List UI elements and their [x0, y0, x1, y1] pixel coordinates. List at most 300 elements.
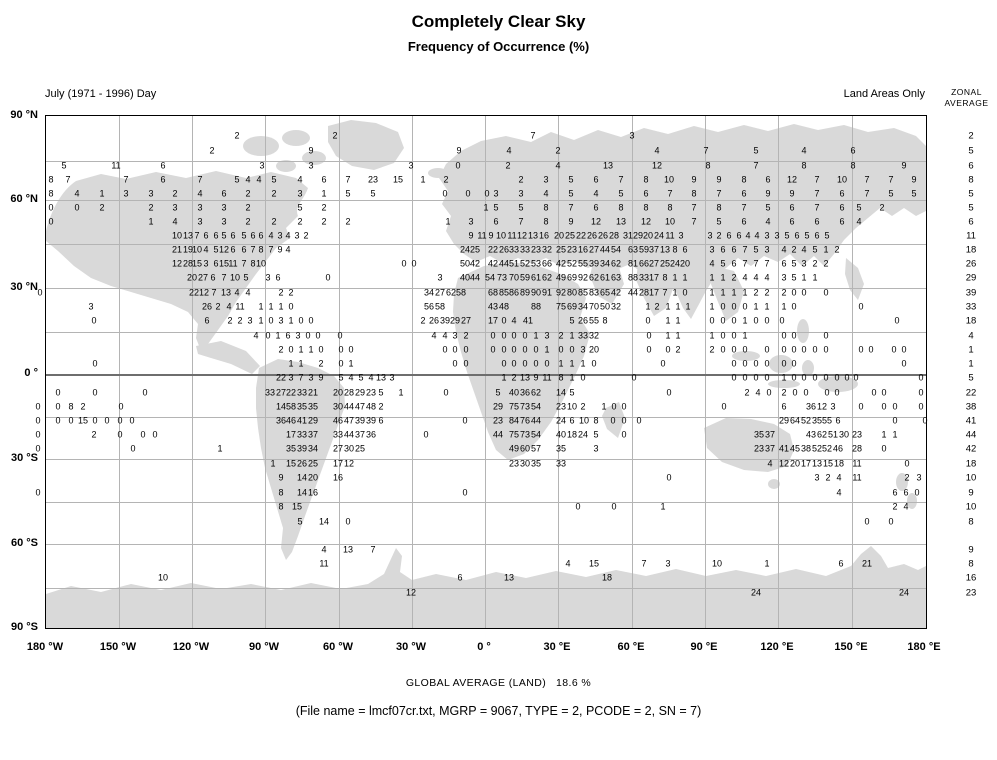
grid-value: 2 — [332, 130, 338, 141]
grid-value: 42 — [610, 287, 622, 298]
grid-value: 1 — [660, 501, 666, 512]
grid-value: 0 — [766, 387, 772, 398]
grid-value: 4 — [903, 501, 909, 512]
grid-value: 1 — [781, 372, 787, 383]
grid-value: 2 — [245, 202, 251, 213]
parallel-gridline — [46, 161, 926, 162]
grid-value: 44 — [627, 287, 639, 298]
grid-value: 76 — [519, 415, 531, 426]
grid-value: 55 — [821, 415, 833, 426]
grid-value: 60 — [519, 443, 531, 454]
grid-value: 14 — [275, 401, 287, 412]
grid-value: 7 — [741, 202, 747, 213]
grid-value: 0 — [337, 330, 343, 341]
grid-value: 1 — [682, 272, 688, 283]
grid-value: 0 — [858, 401, 864, 412]
grid-value: 0 — [791, 287, 797, 298]
grid-value: 6 — [643, 188, 649, 199]
grid-value: 15 — [588, 558, 600, 569]
grid-value: 7 — [667, 188, 673, 199]
grid-value: 0 — [443, 387, 449, 398]
grid-value: 8 — [543, 216, 549, 227]
longitude-tick-label: 0 ° — [477, 641, 491, 653]
grid-value: 0 — [544, 358, 550, 369]
grid-value: 89 — [519, 287, 531, 298]
grid-value: 12 — [590, 216, 602, 227]
grid-value: 24 — [555, 415, 567, 426]
grid-value: 56 — [423, 301, 435, 312]
grid-value: 9 — [901, 160, 907, 171]
grid-value: 4 — [268, 230, 274, 241]
grid-value: 23 — [566, 244, 578, 255]
japan-shape — [845, 258, 864, 300]
grid-value: 20 — [789, 458, 801, 469]
grid-value: 37 — [764, 443, 776, 454]
grid-value: 26 — [577, 315, 589, 326]
grid-value: 0 — [621, 415, 627, 426]
grid-value: 2 — [99, 202, 105, 213]
grid-value: 4 — [565, 558, 571, 569]
grid-value: 12 — [651, 160, 663, 171]
grid-value: 11 — [235, 301, 245, 312]
grid-value: 23 — [555, 401, 567, 412]
grid-value: 54 — [530, 429, 542, 440]
grid-value: 0 — [118, 401, 124, 412]
grid-value: 24 — [898, 587, 910, 598]
grid-value: 10 — [664, 216, 676, 227]
zonal-average-value: 33 — [965, 301, 977, 313]
latitude-tick-label: 90 °N — [10, 109, 38, 121]
grid-value: 6 — [789, 202, 795, 213]
zonal-average-value: 10 — [965, 472, 977, 484]
grid-value: 0 — [48, 202, 54, 213]
grid-value: 0 — [731, 344, 737, 355]
grid-value: 25 — [555, 244, 567, 255]
grid-value: 48 — [498, 301, 510, 312]
grid-value: 7 — [298, 372, 304, 383]
grid-value: 85 — [498, 287, 510, 298]
grid-value: 7 — [691, 202, 697, 213]
grid-value: 5 — [791, 258, 797, 269]
grid-value: 1 — [544, 344, 550, 355]
grid-value: 0 — [792, 387, 798, 398]
parallel-gridline — [46, 502, 926, 503]
grid-value: 28 — [608, 230, 620, 241]
grid-value: 33 — [555, 458, 567, 469]
grid-value: 12 — [786, 174, 798, 185]
grid-value: 4 — [234, 287, 240, 298]
grid-value: 0 — [803, 387, 809, 398]
grid-value: 3 — [709, 244, 715, 255]
grid-value: 48 — [365, 401, 377, 412]
grid-value: 0 — [511, 344, 517, 355]
grid-value: 34 — [599, 258, 611, 269]
grid-value: 3 — [197, 216, 203, 227]
grid-value: 3 — [308, 160, 314, 171]
grid-value: 0 — [791, 358, 797, 369]
grid-value: 5 — [716, 216, 722, 227]
grid-value: 7 — [345, 174, 351, 185]
grid-value: 12 — [218, 244, 230, 255]
grid-value: 0 — [764, 358, 770, 369]
grid-value: 0 — [801, 344, 807, 355]
grid-value: 5 — [812, 244, 818, 255]
grid-value: 2 — [558, 330, 564, 341]
zonal-average-value: 9 — [968, 487, 974, 499]
grid-value: 0 — [834, 372, 840, 383]
grid-value: 6 — [593, 202, 599, 213]
grid-value: 0 — [55, 401, 61, 412]
grid-value: 4 — [348, 372, 354, 383]
grid-value: 0 — [666, 387, 672, 398]
grid-value: 28 — [182, 258, 194, 269]
grid-value: 5 — [241, 230, 247, 241]
grid-value: 0 — [92, 415, 98, 426]
grid-value: 7 — [194, 230, 200, 241]
grid-value: 6 — [204, 315, 210, 326]
grid-value: 4 — [767, 458, 773, 469]
grid-value: 58 — [285, 401, 297, 412]
grid-value: 9 — [468, 230, 474, 241]
grid-value: 2 — [303, 230, 309, 241]
grid-value: 1 — [675, 301, 681, 312]
grid-value: 3 — [916, 472, 922, 483]
grid-value: 0 — [709, 315, 715, 326]
grid-value: 54 — [484, 272, 496, 283]
grid-value: 41 — [778, 443, 790, 454]
grid-value: 4 — [256, 174, 262, 185]
file-caption: (File name = lmcf07cr.txt, MGRP = 9067, TYPE = 2, PCODE = 2, SN = 7) — [295, 704, 702, 718]
grid-value: 2 — [297, 216, 303, 227]
grid-value: 5 — [378, 387, 384, 398]
grid-value: 32 — [588, 330, 600, 341]
grid-value: 7 — [268, 244, 274, 255]
grid-value: 1 — [709, 272, 715, 283]
grid-value: 13 — [659, 244, 671, 255]
grid-value: 32 — [610, 301, 622, 312]
zonal-average-header — [936, 87, 997, 109]
zonal-average-value: 26 — [965, 258, 977, 270]
longitude-tick-label: 90 °W — [248, 641, 280, 653]
meridian-gridline — [412, 116, 413, 628]
parallel-gridline — [46, 544, 926, 545]
grid-value: 9 — [789, 188, 795, 199]
grid-value: 0 — [753, 358, 759, 369]
grid-value: 0 — [318, 344, 324, 355]
grid-value: 51 — [508, 258, 520, 269]
grid-value: 7 — [568, 202, 574, 213]
grid-value: 14 — [318, 516, 330, 527]
grid-value: 2 — [278, 287, 284, 298]
grid-value: 2 — [505, 160, 511, 171]
grid-value: 54 — [530, 401, 542, 412]
grid-value: 1 — [569, 372, 575, 383]
grid-value: 1 — [308, 344, 314, 355]
grid-value: 5 — [213, 244, 219, 255]
grid-value: 42 — [487, 258, 499, 269]
zonal-average-value: 5 — [968, 372, 974, 384]
grid-value: 12 — [816, 401, 828, 412]
grid-value: 8 — [716, 202, 722, 213]
grid-value: 1 — [665, 315, 671, 326]
grid-value: 2 — [148, 202, 154, 213]
zonal-average-value: 8 — [968, 558, 974, 570]
grid-value: 36 — [805, 401, 817, 412]
grid-value: 5 — [911, 188, 917, 199]
grid-value: 4 — [506, 145, 512, 156]
grid-value: 66 — [541, 258, 553, 269]
grid-value: 57 — [530, 443, 542, 454]
grid-value: 63 — [610, 272, 622, 283]
zonal-average-value: 29 — [965, 272, 977, 284]
grid-value: 3 — [764, 230, 770, 241]
grid-value: 8 — [672, 244, 678, 255]
grid-value: 9 — [488, 230, 494, 241]
grid-value: 42 — [555, 258, 567, 269]
grid-value: 0 — [288, 301, 294, 312]
grid-value: 21 — [861, 558, 873, 569]
grid-value: 0 — [288, 344, 294, 355]
grid-value: 0 — [731, 358, 737, 369]
meridian-gridline — [117, 116, 123, 628]
grid-value: 55 — [577, 258, 589, 269]
grid-value: 0 — [490, 330, 496, 341]
grid-value: 6 — [321, 174, 327, 185]
grid-value: 3 — [437, 272, 443, 283]
grid-value: 4 — [321, 544, 327, 555]
grid-value: 40 — [555, 429, 567, 440]
grid-value: 23 — [492, 415, 504, 426]
grid-value: 13 — [342, 544, 354, 555]
zonal-average-value: 2 — [968, 130, 974, 142]
grid-value: 84 — [508, 415, 520, 426]
grid-value: 0 — [117, 415, 123, 426]
grid-value: 26 — [201, 301, 213, 312]
grid-value: 1 — [398, 387, 404, 398]
grid-value: 0 — [823, 330, 829, 341]
grid-value: 4 — [431, 330, 437, 341]
grid-value: 0 — [914, 487, 920, 498]
grid-value: 39 — [588, 258, 600, 269]
grid-value: 75 — [508, 429, 520, 440]
grid-value: 3 — [801, 258, 807, 269]
grid-value: 3 — [389, 372, 395, 383]
grid-value: 3 — [259, 160, 265, 171]
grid-value: 0 — [130, 443, 136, 454]
grid-value: 13 — [615, 216, 627, 227]
grid-value: 0 — [731, 301, 737, 312]
grid-value: 1 — [275, 330, 281, 341]
grid-value: 6 — [213, 230, 219, 241]
grid-value: 1 — [483, 202, 489, 213]
grid-value: 30 — [332, 401, 344, 412]
grid-value: 3 — [277, 230, 283, 241]
grid-value: 8 — [593, 415, 599, 426]
grid-value: 0 — [891, 344, 897, 355]
grid-value: 8 — [48, 188, 54, 199]
grid-value: 0 — [35, 415, 41, 426]
grid-value: 7 — [814, 174, 820, 185]
zonal-average-value: 44 — [965, 429, 977, 441]
grid-value: 33 — [508, 244, 520, 255]
grid-value: 7 — [197, 174, 203, 185]
grid-value: 4 — [226, 301, 232, 312]
grid-value: 2 — [271, 188, 277, 199]
meridian-gridline — [703, 116, 709, 628]
parallel-gridline — [46, 200, 926, 201]
grid-value: 4 — [709, 258, 715, 269]
grid-value: 0 — [37, 287, 43, 298]
grid-value: 68 — [487, 287, 499, 298]
grid-value: 0 — [823, 344, 829, 355]
grid-value: 13 — [519, 372, 531, 383]
grid-value: 0 — [918, 372, 924, 383]
grid-value: 0 — [401, 258, 407, 269]
grid-value: 5 — [753, 244, 759, 255]
grid-value: 0 — [152, 429, 158, 440]
grid-value: 0 — [918, 387, 924, 398]
grid-value: 1 — [742, 315, 748, 326]
latitude-tick-label: 90 °S — [10, 621, 38, 633]
grid-value: 5 — [358, 372, 364, 383]
grid-value: 2 — [271, 216, 277, 227]
grid-value: 33 — [577, 330, 589, 341]
grid-value: 20 — [553, 230, 565, 241]
grid-value: 5 — [720, 258, 726, 269]
grid-value: 3 — [295, 330, 301, 341]
grid-value: 16 — [332, 472, 344, 483]
grid-value: 8 — [543, 202, 549, 213]
grid-value: 59 — [638, 244, 650, 255]
zonal-average-value: 18 — [965, 458, 977, 470]
grid-value: 5 — [791, 272, 797, 283]
grid-value: 12 — [778, 458, 790, 469]
grid-value: 5 — [784, 230, 790, 241]
grid-value: 2 — [675, 344, 681, 355]
grid-value: 10 — [836, 174, 848, 185]
grid-value: 69 — [566, 272, 578, 283]
grid-value: 44 — [530, 415, 542, 426]
grid-value: 8 — [643, 202, 649, 213]
grid-value: 10 — [229, 272, 241, 283]
grid-value: 3 — [408, 160, 414, 171]
grid-value: 4 — [654, 145, 660, 156]
grid-value: 12 — [343, 458, 355, 469]
grid-value: 7 — [814, 188, 820, 199]
grid-value: 2 — [904, 472, 910, 483]
grid-value: 50 — [459, 258, 471, 269]
grid-value: 20 — [679, 258, 691, 269]
grid-value: 35 — [811, 415, 823, 426]
grid-value: 7 — [753, 258, 759, 269]
grid-value: 1 — [731, 287, 737, 298]
grid-value: 29 — [354, 387, 366, 398]
grid-value: 8 — [667, 202, 673, 213]
grid-value: 12 — [640, 216, 652, 227]
grid-value: 0 — [904, 458, 910, 469]
grid-value: 29 — [449, 315, 461, 326]
grid-value: 27 — [197, 272, 209, 283]
grid-value: 10 — [578, 415, 590, 426]
grid-value: 7 — [250, 244, 256, 255]
grid-value: 0 — [881, 401, 887, 412]
grid-value: 5 — [856, 202, 862, 213]
grid-value: 18 — [601, 572, 613, 583]
grid-value: 0 — [892, 415, 898, 426]
grid-value: 3 — [814, 472, 820, 483]
grid-value: 6 — [835, 415, 841, 426]
zonal-average-value: 38 — [965, 401, 977, 413]
grid-value: 88 — [627, 272, 639, 283]
grid-value: 1 — [753, 301, 759, 312]
grid-value: 3 — [544, 330, 550, 341]
grid-value: 37 — [354, 429, 366, 440]
grid-value: 54 — [610, 244, 622, 255]
grid-value: 17 — [648, 272, 660, 283]
grid-value: 3 — [278, 315, 284, 326]
grid-value: 6 — [726, 230, 732, 241]
grid-value: 2 — [80, 401, 86, 412]
grid-value: 15 — [285, 458, 297, 469]
grid-value: 0 — [348, 344, 354, 355]
grid-value: 0 — [666, 472, 672, 483]
grid-value: 28 — [851, 443, 863, 454]
grid-value: 5 — [824, 230, 830, 241]
grid-value: 0 — [631, 372, 637, 383]
grid-value: 61 — [530, 272, 542, 283]
grid-value: 0 — [781, 344, 787, 355]
grid-value: 33 — [332, 429, 344, 440]
grid-value: 1 — [685, 301, 691, 312]
grid-value: 2 — [378, 401, 384, 412]
grid-value: 4 — [593, 188, 599, 199]
grid-value: 62 — [610, 258, 622, 269]
grid-value: 44 — [343, 429, 355, 440]
grid-value: 0 — [442, 188, 448, 199]
grid-value: 5 — [569, 315, 575, 326]
grid-value: 33 — [296, 387, 308, 398]
grid-value: 0 — [791, 301, 797, 312]
grid-value: 5 — [495, 387, 501, 398]
grid-value: 1 — [558, 358, 564, 369]
grid-value: 2 — [234, 130, 240, 141]
grid-value: 0 — [325, 272, 331, 283]
grid-value: 1 — [420, 174, 426, 185]
grid-value: 10 — [157, 572, 169, 583]
grid-value: 10 — [171, 230, 183, 241]
grid-value: 33 — [296, 429, 308, 440]
grid-value: 15 — [77, 415, 89, 426]
grid-value: 26 — [498, 244, 510, 255]
grid-value: 15 — [392, 174, 404, 185]
grid-value: 0 — [892, 401, 898, 412]
grid-value: 36 — [519, 387, 531, 398]
grid-value: 25 — [564, 230, 576, 241]
grid-value: 0 — [901, 344, 907, 355]
grid-value: 1 — [709, 301, 715, 312]
grid-value: 8 — [278, 501, 284, 512]
grid-value: 9 — [278, 472, 284, 483]
grid-value: 2 — [555, 145, 561, 156]
grid-value: 3 — [452, 330, 458, 341]
grid-value: 9 — [765, 188, 771, 199]
grid-value: 2 — [321, 216, 327, 227]
grid-value: 0 — [791, 330, 797, 341]
grid-value: 0 — [463, 358, 469, 369]
grid-value: 11 — [852, 458, 862, 469]
grid-value: 0 — [834, 387, 840, 398]
grid-value: 18 — [833, 458, 845, 469]
